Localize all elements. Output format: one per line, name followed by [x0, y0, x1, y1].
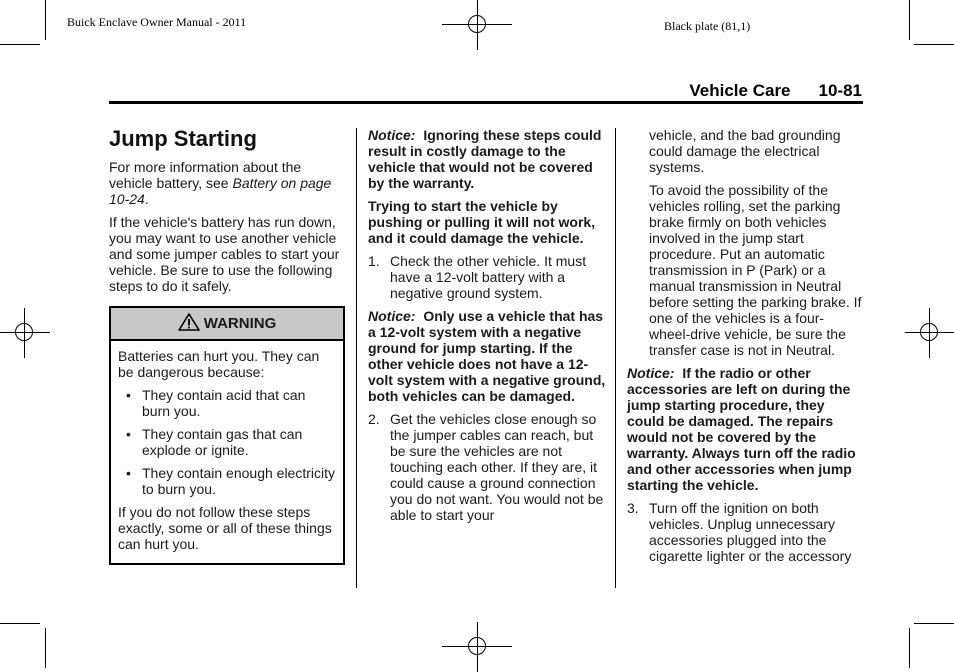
column-divider: [356, 128, 357, 588]
slug-left: Buick Enclave Owner Manual - 2011: [67, 15, 247, 29]
bullet-icon: •: [126, 465, 131, 481]
slug-right: Black plate (81,1): [664, 19, 751, 33]
step-item: 1. Check the other vehicle. It must have a 12-volt battery with a negative ground system.: [368, 253, 587, 301]
column-2: [368, 127, 606, 530]
column-divider: [615, 128, 616, 588]
section-title: Vehicle Care: [689, 81, 791, 100]
page-title: Jump Starting: [109, 126, 257, 151]
crop-mark: [914, 44, 954, 45]
bullet-icon: •: [126, 426, 131, 442]
notice-paragraph: Notice: Only use a vehicle that has a 12-volt system with a negative ground for jump starting. If the other vehicle does not have a 12-volt system with a negative ground, both vehicles can be damaged.: [368, 308, 606, 404]
crop-mark: [914, 623, 954, 624]
registration-mark-right: [905, 308, 954, 358]
warning-body: [111, 341, 343, 563]
list-item: • They contain enough electricity to burn you.: [126, 465, 335, 497]
column-3: [627, 127, 863, 571]
header-rule: [109, 101, 863, 104]
registration-mark-left: [0, 308, 50, 358]
step-item: 2. Get the vehicles close enough so the jumper cables can reach, but be sure the vehicles are not touching each other. If they are, it could cause a ground connection you do not want. You would not be able to start your: [368, 411, 604, 523]
intro-paragraph: For more information about the vehicle battery, see Battery on page 10-24.: [109, 159, 332, 207]
step-continuation: vehicle, and the bad grounding could damage the electrical systems.: [649, 127, 841, 175]
crop-mark: [909, 628, 910, 668]
list-item: • They contain acid that can burn you.: [126, 387, 306, 419]
step-paragraph: To avoid the possibility of the vehicles rolling, set the parking brake firmly on both vehicles involved in the jump start procedure. Put an automatic transmission in P (Park) or a manual transmission in Neutral before setting the parking brake. If one of the vehicles is a four-wheel-drive vehicle, be sure the transfer case is not in Neutral.: [649, 182, 862, 358]
list-item: • They contain gas that can explode or ignite.: [126, 426, 303, 458]
warning-label: WARNING: [203, 315, 277, 332]
registration-mark-top: [442, 0, 512, 50]
crop-mark: [0, 44, 40, 45]
warning-outro: If you do not follow these steps exactly, some or all of these things can hurt you.: [118, 504, 332, 552]
crop-mark: [45, 628, 46, 668]
warning-intro: Batteries can hurt you. They can be dangerous because:: [118, 348, 320, 380]
crop-mark: [909, 0, 910, 40]
warning-triangle-icon: [178, 313, 200, 331]
column-1: [109, 127, 345, 565]
running-head: [689, 81, 862, 101]
registration-mark-bottom: [442, 622, 512, 672]
caution-paragraph: Trying to start the vehicle by pushing or pulling it will not work, and it could damage the vehicle.: [368, 198, 596, 246]
crop-mark: [0, 623, 40, 624]
warning-header: [111, 308, 343, 341]
bullet-icon: •: [126, 387, 131, 403]
notice-paragraph: Notice: If the radio or other accessories are left on during the jump starting procedure, they could be damaged. The repairs would not be covered by the warranty. Always turn off the radio and other accessories when jump starting the vehicle.: [627, 365, 856, 493]
notice-paragraph: Notice: Ignoring these steps could result in costly damage to the vehicle that would not be covered by the warranty.: [368, 127, 602, 191]
body-paragraph: If the vehicle's battery has run down, you may want to use another vehicle and some jumper cables to start your vehicle. Be sure to use the following steps to do it safely.: [109, 214, 340, 294]
page-number: 10-81: [818, 81, 862, 100]
step-item: 3. Turn off the ignition on both vehicles. Unplug unnecessary accessories plugged into the cigarette lighter or the accessory: [627, 500, 852, 564]
cross-reference-link[interactable]: Battery on page 10-24: [109, 175, 332, 207]
crop-mark: [45, 0, 46, 40]
warning-box: [109, 306, 345, 565]
